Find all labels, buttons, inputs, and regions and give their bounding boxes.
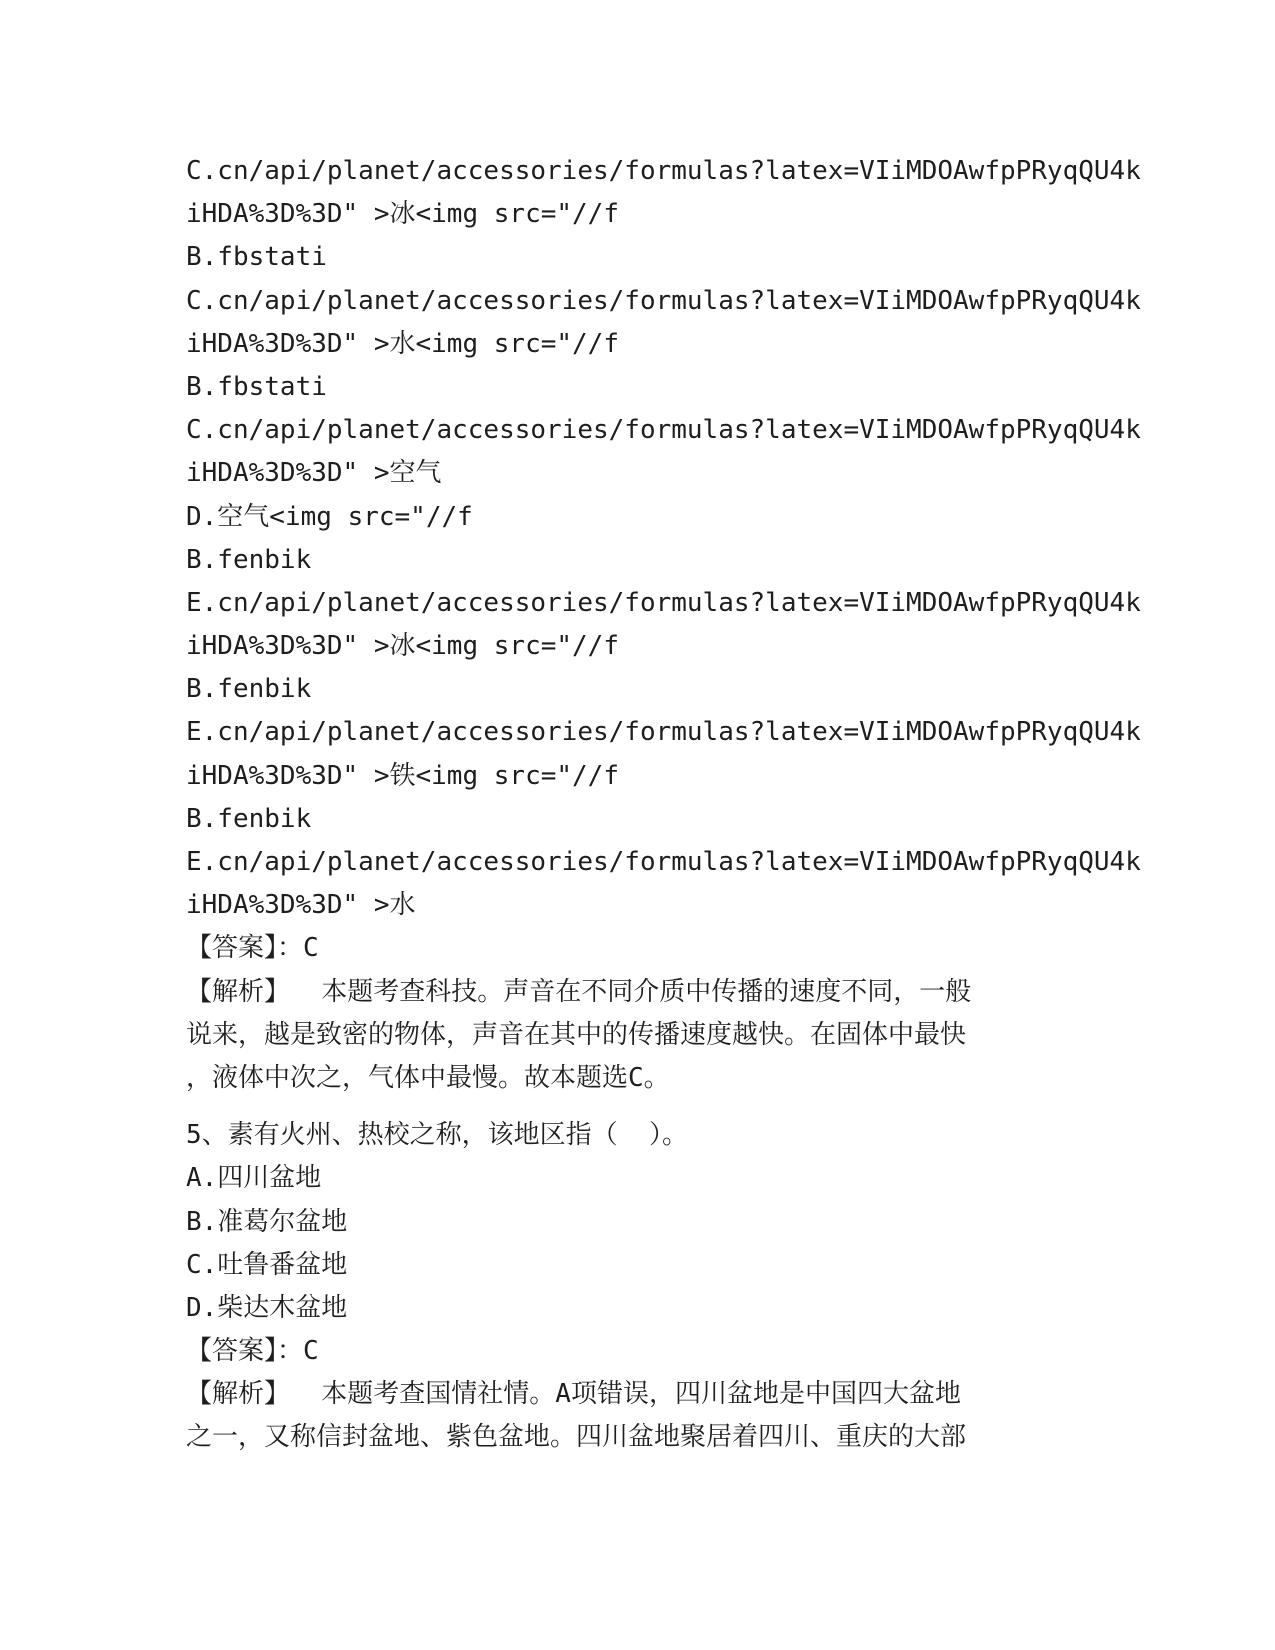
q5-answer: 【答案】：C	[186, 1336, 319, 1367]
explanation-line: 【解析】 本题考查国情社情。A项错误，四川盆地是中国四大盆地	[186, 1379, 961, 1410]
option-line: C.cn/api/planet/accessories/formulas?latex=VIiMDOAwfpPRyqQU4k	[186, 415, 1141, 446]
option-line: B.fbstati	[186, 371, 327, 402]
option-line: iHDA%3D%3D" >空气	[186, 458, 442, 489]
option-line: iHDA%3D%3D" >冰<img src="//f	[186, 199, 619, 230]
q5-explanation	[186, 1373, 1066, 1459]
explanation-line: 之一，又称信封盆地、紫色盆地。四川盆地聚居着四川、重庆的大部	[186, 1422, 967, 1453]
question-spacer	[186, 1100, 1066, 1114]
option-line: B.fbstati	[186, 242, 327, 273]
q4-explanation	[186, 971, 1066, 1101]
option-b: B.准葛尔盆地	[186, 1206, 348, 1237]
option-line: E.cn/api/planet/accessories/formulas?latex=VIiMDOAwfpPRyqQU4k	[186, 587, 1141, 618]
option-line: D.空气<img src="//f	[186, 501, 473, 532]
q5-options	[186, 1157, 1066, 1330]
option-line: B.fenbik	[186, 674, 312, 705]
explanation-line: ，液体中次之，气体中最慢。故本题选C。	[186, 1062, 670, 1093]
explanation-line: 说来，越是致密的物体，声音在其中的传播速度越快。在固体中最快	[186, 1019, 967, 1050]
q4-answer: 【答案】：C	[186, 933, 319, 964]
option-line: B.fenbik	[186, 544, 312, 575]
option-line: iHDA%3D%3D" >水	[186, 890, 416, 921]
explanation-line: 【解析】 本题考查科技。声音在不同介质中传播的速度不同，一般	[186, 976, 972, 1007]
option-line: iHDA%3D%3D" >冰<img src="//f	[186, 631, 619, 662]
option-c: C.吐鲁番盆地	[186, 1249, 348, 1280]
option-a: A.四川盆地	[186, 1163, 322, 1194]
option-line: E.cn/api/planet/accessories/formulas?latex=VIiMDOAwfpPRyqQU4k	[186, 847, 1141, 877]
option-line: B.fenbik	[186, 803, 312, 834]
q4-options-block	[186, 150, 1141, 927]
q5-question: 5、素有火州、热校之称，该地区指（ ）。	[186, 1120, 688, 1151]
option-line: C.cn/api/planet/accessories/formulas?latex=VIiMDOAwfpPRyqQU4k	[186, 285, 1141, 316]
option-line: iHDA%3D%3D" >铁<img src="//f	[186, 760, 619, 791]
option-line: iHDA%3D%3D" >水<img src="//f	[186, 328, 619, 359]
option-line: C.cn/api/planet/accessories/formulas?latex=VIiMDOAwfpPRyqQU4k	[186, 156, 1141, 186]
option-line: E.cn/api/planet/accessories/formulas?latex=VIiMDOAwfpPRyqQU4k	[186, 717, 1141, 748]
page-content	[186, 150, 1141, 1460]
option-d: D.柴达木盆地	[186, 1292, 348, 1323]
